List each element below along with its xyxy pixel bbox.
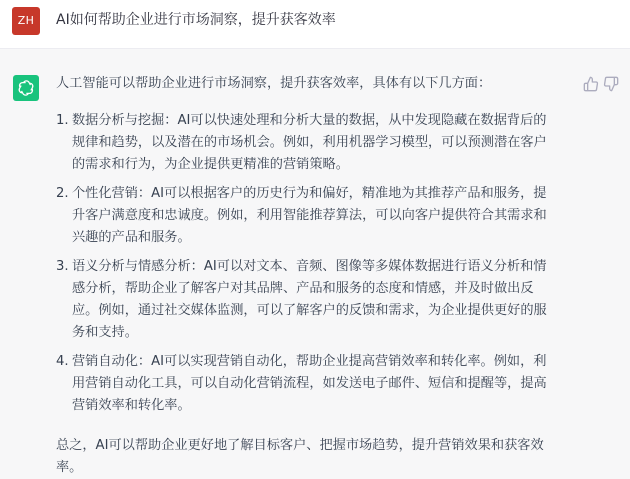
answer-list <box>56 110 556 417</box>
assistant-answer <box>56 73 556 479</box>
list-item-number: 4. <box>56 354 69 369</box>
list-item-number: 2. <box>56 186 69 201</box>
thumbs-up-icon <box>583 76 599 92</box>
answer-intro: 人工智能可以帮助企业进行市场洞察，提升获客效率，具体有以下几方面： <box>56 76 492 91</box>
user-question: AI如何帮助企业进行市场洞察，提升获客效率 <box>56 12 336 28</box>
user-message-row <box>0 0 630 48</box>
list-item <box>56 110 556 176</box>
thumbs-up-button[interactable] <box>583 76 599 92</box>
list-item-text: 数据分析与挖掘：AI可以快速处理和分析大量的数据，从中发现隐藏在数据背后的规律和趋势，以及潜在的市场机会。例如，利用机器学习模型，可以预测潜在客户的需求和行为，为企业提供更精准的营销策略。 <box>72 113 547 172</box>
user-avatar: ZH <box>12 7 40 35</box>
list-item-text: 个性化营销：AI可以根据客户的历史行为和偏好，精准地为其推荐产品和服务，提升客户满意度和忠诚度。例如，利用智能推荐算法，可以向客户提供符合其需求和兴趣的产品和服务。 <box>72 186 547 245</box>
list-item <box>56 351 556 417</box>
thumbs-down-icon <box>603 76 619 92</box>
openai-logo-icon <box>17 79 35 97</box>
list-item <box>56 256 556 344</box>
answer-summary: 总之，AI可以帮助企业更好地了解目标客户、把握市场趋势，提升营销效果和获客效率。 <box>56 438 544 475</box>
thumbs-down-button[interactable] <box>603 76 619 92</box>
list-item-number: 1. <box>56 113 69 128</box>
list-item-text: 营销自动化：AI可以实现营销自动化，帮助企业提高营销效率和转化率。例如，利用营销自动化工具，可以自动化营销流程，如发送电子邮件、短信和提醒等，提高营销效率和转化率。 <box>72 354 547 413</box>
list-item <box>56 183 556 249</box>
list-item-number: 3. <box>56 259 69 274</box>
assistant-message-row <box>0 49 630 475</box>
list-item-text: 语义分析与情感分析：AI可以对文本、音频、图像等多媒体数据进行语义分析和情感分析，帮助企业了解客户对其品牌、产品和服务的态度和情感，并及时做出反应。例如，通过社交媒体监测，可以了解客户的反馈和需求，为企业提供更好的服务和支持。 <box>72 259 547 340</box>
assistant-avatar <box>13 75 39 101</box>
